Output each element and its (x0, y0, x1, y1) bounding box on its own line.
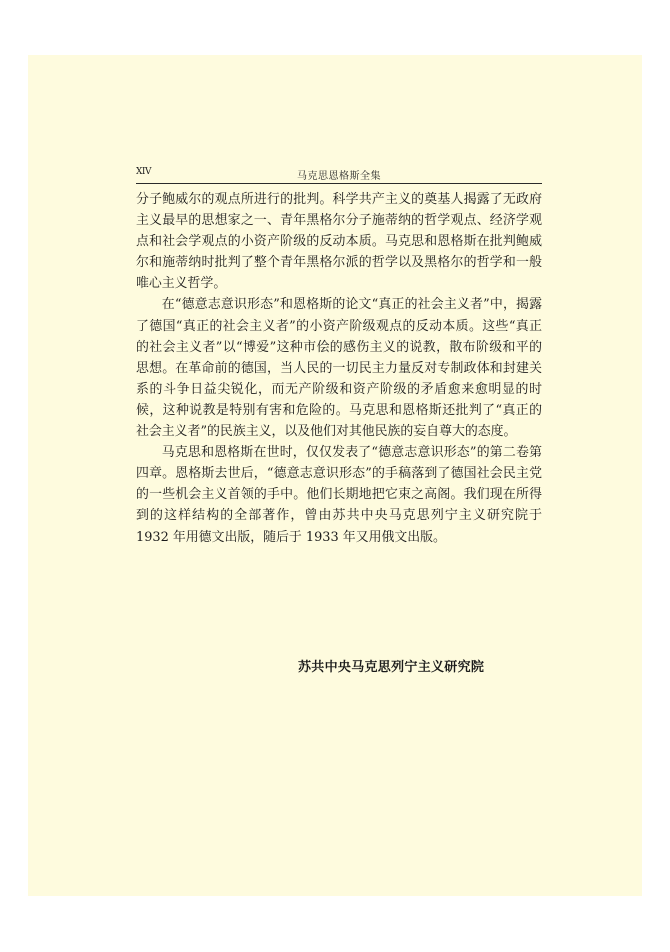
paragraph-2: 在“德意志意识形态”和恩格斯的论文“真正的社会主义者”中，揭露了德国“真正的社会主义者”的小资产阶级观点的反动本质。这些“真正的社会主义者”以“博爱”这种市侩的感伤主义的说教，散布阶级和平的思想。在革命前的德国，当人民的一切民主力量反对专制政体和封建关系的斗争日益尖锐化，而无产阶级和资产阶级的矛盾愈来愈明显的时候，这种说教是特别有害和危险的。马克思和恩格斯还批判了“真正的社会主义者”的民族主义，以及他们对其他民族的妄自尊大的态度。 (136, 297, 542, 440)
paragraph-1: 分子鲍威尔的观点所进行的批判。科学共产主义的奠基人揭露了无政府主义最早的思想家之一、青年黑格尔分子施蒂纳的哲学观点、经济学观点和社会学观点的小资产阶级的反动本质。马克思和恩格斯在批判鲍威尔和施蒂纳时批判了整个青年黑格尔派的哲学以及黑格尔的哲学和一般唯心主义哲学。 (136, 192, 542, 292)
paragraph-3: 马克思和恩格斯在世时，仅仅发表了“德意志意识形态”的第二卷第四章。恩格斯去世后，“德意志意识形态”的手稿落到了德国社会民主党的一些机会主义首领的手中。他们长期地把它束之高阁。我们现在所得到的这样结构的全部著作，曾由苏共中央马克思列宁主义研究院于 1932 年用德文出版，随后于 1933 年又用俄文出版。 (136, 445, 542, 545)
running-title: 马克思恩格斯全集 (297, 171, 381, 182)
page-header (136, 167, 542, 184)
signature: 苏共中央马克思列宁主义研究院 (298, 660, 485, 675)
page-number: XIV (136, 167, 151, 177)
body-text (136, 189, 542, 548)
